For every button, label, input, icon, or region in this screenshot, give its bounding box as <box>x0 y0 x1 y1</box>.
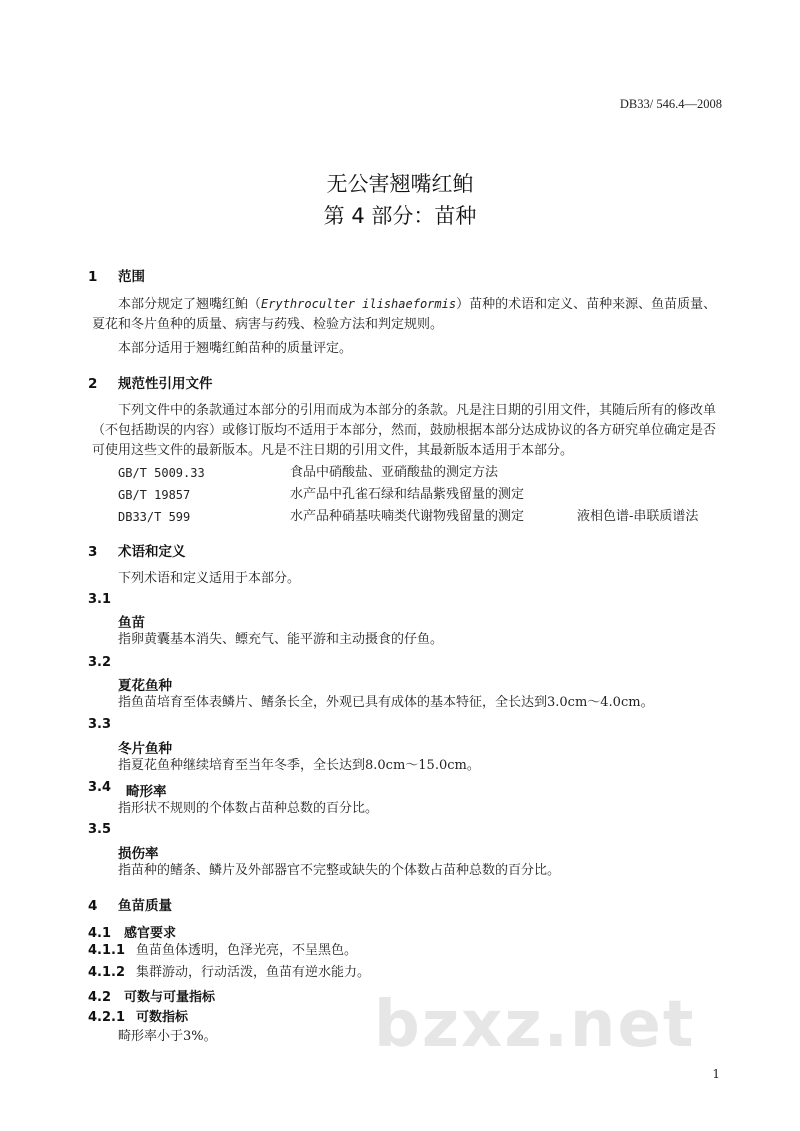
term-name: 畸形率 <box>126 784 167 800</box>
subsection-title: 可数与可量指标 <box>124 990 216 1005</box>
clause-4-1-1 <box>88 941 357 961</box>
section-3-heading <box>88 540 186 560</box>
clause-text: 鱼苗鱼体透明，色泽光亮，不呈黑色。 <box>136 943 358 958</box>
reference-row <box>118 463 205 484</box>
section-title: 术语和定义 <box>118 544 186 560</box>
section-title: 范围 <box>118 269 145 285</box>
document-subtitle: 第 4 部分：苗种 <box>323 204 477 228</box>
subsection-number: 4.2 <box>88 990 112 1005</box>
subsection-number: 4.2.1 <box>88 1010 126 1025</box>
subsection-4-1 <box>88 922 176 941</box>
clause-4-1-2 <box>88 963 370 983</box>
term-definition: 指苗种的鳍条、鳞片及外部器官不完整或缺失的个体数占苗种总数的百分比。 <box>118 863 561 878</box>
page-number: 1 <box>712 1067 720 1081</box>
reference-row <box>118 485 190 506</box>
reference-code: DB33/T 599 <box>118 510 191 524</box>
reference-name: 食品中硝酸盐、亚硝酸盐的测定方法 <box>290 465 499 480</box>
term-number: 3.2 <box>88 655 112 670</box>
term-name: 冬片鱼种 <box>118 741 172 757</box>
term-number: 3.5 <box>88 822 112 837</box>
term-definition: 指形状不规则的个体数占苗种总数的百分比。 <box>118 801 379 816</box>
term-number: 3.1 <box>88 592 112 607</box>
clause-text: 集群游动，行动活泼，鱼苗有逆水能力。 <box>136 965 371 980</box>
section-number: 3 <box>88 544 98 560</box>
clause-4-2-1-text: 畸形率小于3%。 <box>118 1029 217 1044</box>
reference-name: 水产品种硝基呋喃类代谢物残留量的测定 <box>290 509 525 524</box>
scope-text-b: ）苗种的术语和定义、苗种来源、鱼苗质量、夏花和冬片鱼种的质量、病害与药残、检验方法和判定规则。 <box>92 297 717 332</box>
subsection-title: 可数指标 <box>136 1010 189 1025</box>
reference-row <box>118 507 190 528</box>
subsection-number: 4.1 <box>88 926 112 941</box>
term-number: 3.4 <box>88 780 112 795</box>
subsection-4-2-1 <box>88 1006 188 1025</box>
term-name: 损伤率 <box>118 846 159 862</box>
document-title: 无公害翘嘴红鲌 <box>326 172 474 196</box>
reference-extra: 液相色谱-串联质谱法 <box>577 509 699 524</box>
standard-code: DB33/ 546.4—2008 <box>619 97 722 111</box>
scope-text-a: 本部分规定了翘嘴红鲌（ <box>118 297 262 312</box>
section-1-paragraph-1 <box>92 294 724 335</box>
term-definition: 指卵黄囊基本消失、鳔充气、能平游和主动摄食的仔鱼。 <box>118 632 444 647</box>
section-2-heading <box>88 372 213 392</box>
term-definition: 指夏花鱼种继续培育至当年冬季，全长达到8.0cm～15.0cm。 <box>118 758 480 773</box>
watermark: bzxz.net <box>374 988 696 1062</box>
section-1-heading <box>88 265 145 285</box>
clause-number: 4.1.2 <box>88 965 126 980</box>
section-1-paragraph-2: 本部分适用于翘嘴红鲌苗种的质量评定。 <box>118 341 353 356</box>
clause-number: 4.1.1 <box>88 943 126 958</box>
term-number: 3.3 <box>88 717 112 732</box>
section-number: 4 <box>88 898 98 914</box>
section-4-heading <box>88 894 172 914</box>
subsection-4-2 <box>88 986 215 1005</box>
reference-code: GB/T 19857 <box>118 488 191 502</box>
reference-name: 水产品中孔雀石绿和结晶紫残留量的测定 <box>290 487 525 502</box>
term-definition: 指鱼苗培育至体表鳞片、鳍条长全，外观已具有成体的基本特征，全长达到3.0cm～4.0cm。 <box>118 695 654 710</box>
section-number: 2 <box>88 376 98 392</box>
section-2-paragraph: 下列文件中的条款通过本部分的引用而成为本部分的条款。凡是注日期的引用文件，其随后所有的修改单（不包括勘误的内容）或修订版均不适用于本部分，然而，鼓励根据本部分达成协议的各方研究单位确定是否可使用这些文件的最新版本。凡是不注日期的引用文件，其最新版本适用于本部分。 <box>92 403 717 458</box>
section-title: 鱼苗质量 <box>118 898 172 914</box>
term-name: 鱼苗 <box>118 615 145 631</box>
section-number: 1 <box>88 269 98 285</box>
latin-name: Erythroculter ilishaeformis <box>261 297 457 311</box>
reference-code: GB/T 5009.33 <box>118 466 205 480</box>
term-name: 夏花鱼种 <box>118 678 172 694</box>
section-title: 规范性引用文件 <box>118 376 213 392</box>
section-3-intro: 下列术语和定义适用于本部分。 <box>118 571 301 586</box>
subsection-title: 感官要求 <box>124 926 177 941</box>
